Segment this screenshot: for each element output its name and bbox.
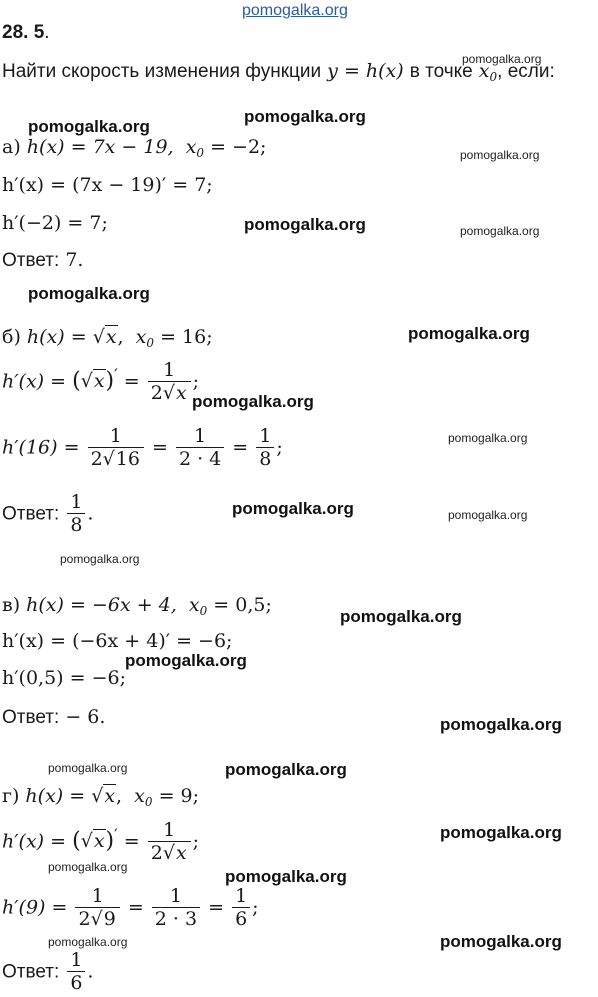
part-g-answer-label: Ответ: <box>2 961 60 983</box>
watermark: pomogalka.org <box>225 760 347 779</box>
problem-number-dot: . <box>44 22 50 43</box>
problem-number <box>2 22 50 44</box>
part-a-x0: $x_0$ <box>185 136 205 160</box>
watermark: pomogalka.org <box>244 215 366 234</box>
watermark: pomogalka.org <box>448 508 528 522</box>
part-b-label: б) <box>2 326 21 348</box>
part-g-answer: Ответ: $\frac{1}{6}$ . <box>2 949 94 994</box>
part-v-value: h′(0,5) = −6; <box>2 667 127 689</box>
part-b-x0: $x_0$ <box>135 326 155 350</box>
sqrt-symbol: √x <box>92 326 117 348</box>
part-b-value: h′(16) = $\frac{1}{2√16}$ = $\frac{1}{2 \cdot 4}$ = $\frac{1}{8}$ ; <box>2 425 283 470</box>
part-b-answer: Ответ: $\frac{1}{8}$ . <box>2 491 94 536</box>
part-b-given: б) h(x) = √x, $x_0 = 16$; <box>2 326 213 350</box>
part-a-func: h(x) = 7x − 19, <box>26 136 174 158</box>
part-g-x0-value: = 9; <box>158 785 200 807</box>
sqrt-symbol: √x <box>91 785 116 807</box>
part-v-derivative: h′(x) = (−6x + 4)′ = −6; <box>2 630 233 652</box>
watermark: pomogalka.org <box>408 324 530 343</box>
part-a-answer-value: 7. <box>65 249 84 271</box>
watermark: pomogalka.org <box>440 932 562 951</box>
part-v-label: в) <box>2 594 21 616</box>
part-a-answer <box>2 249 83 272</box>
watermark: pomogalka.org <box>232 499 354 518</box>
watermark: pomogalka.org <box>48 935 128 949</box>
part-v-answer-label: Ответ: <box>2 707 60 728</box>
part-a-label: а) <box>2 136 21 158</box>
part-g-x0: $x_0$ <box>134 785 153 809</box>
watermark: pomogalka.org <box>460 148 540 162</box>
part-b-answer-label: Ответ: <box>2 503 60 525</box>
watermark: pomogalka.org <box>340 607 462 626</box>
part-b-x0-value: = 16; <box>160 326 213 348</box>
part-g-value: h′(9) = $\frac{1}{2√9}$ = $\frac{1}{2 \cdot 3}$ = $\frac{1}{6}$ ; <box>2 885 259 930</box>
part-b-derivative: h′(x) = (√x)′ = $\frac{1}{2√x}$ ; <box>2 359 200 404</box>
watermark: pomogalka.org <box>60 552 140 566</box>
part-g-func: h(x) = <box>25 785 86 807</box>
watermark: pomogalka.org <box>225 867 347 886</box>
part-a-given <box>2 136 266 160</box>
part-v-x0-value: = 0,5; <box>213 594 272 616</box>
part-v-answer <box>2 706 105 729</box>
watermark: pomogalka.org <box>440 823 562 842</box>
watermark: pomogalka.org <box>48 860 128 874</box>
part-v-x0: $x_0$ <box>188 594 208 618</box>
watermark: pomogalka.org <box>440 715 562 734</box>
part-a-value: h′(−2) = 7; <box>2 212 108 234</box>
part-g-derivative: h′(x) = (√x)′ = $\frac{1}{2√x}$ ; <box>2 819 200 864</box>
watermark-top: pomogalka.org <box>242 2 348 19</box>
watermark: pomogalka.org <box>244 107 366 126</box>
watermark: pomogalka.org <box>448 431 528 445</box>
task-point-text: в точке <box>409 61 473 82</box>
part-g-label: г) <box>2 785 20 807</box>
part-g-given: г) h(x) = √x, $x_0 = 9$; <box>2 785 200 809</box>
part-g-derivative-fraction: $\frac{1}{2√x}$ <box>148 820 191 865</box>
watermark: pomogalka.org <box>462 52 542 66</box>
watermark: pomogalka.org <box>48 761 128 775</box>
task-text: Найти скорость изменения функции <box>2 61 322 82</box>
watermark: pomogalka.org <box>460 224 540 238</box>
part-a-x0-value: = −2; <box>210 136 267 158</box>
problem-number-text: 28. 5 <box>2 22 45 43</box>
part-v-func: h(x) = −6x + 4, <box>26 594 177 616</box>
part-b-derivative-fraction: $\frac{1}{2√x}$ <box>148 360 191 405</box>
part-a-derivative: h′(x) = (7x − 19)′ = 7; <box>2 174 213 196</box>
part-b-func: h(x) = <box>26 326 87 348</box>
watermark: pomogalka.org <box>28 284 150 303</box>
task-statement <box>2 60 555 84</box>
part-a-answer-label: Ответ: <box>2 250 60 271</box>
watermark: pomogalka.org <box>192 392 314 411</box>
part-v-answer-value: − 6. <box>65 706 106 728</box>
task-x0: $x_0$ <box>478 60 498 84</box>
task-function: y = h(x) <box>327 60 404 82</box>
watermark: pomogalka.org <box>28 117 150 136</box>
watermark: pomogalka.org <box>125 651 247 670</box>
task-end: , если: <box>497 61 555 82</box>
part-v-given <box>2 594 272 618</box>
